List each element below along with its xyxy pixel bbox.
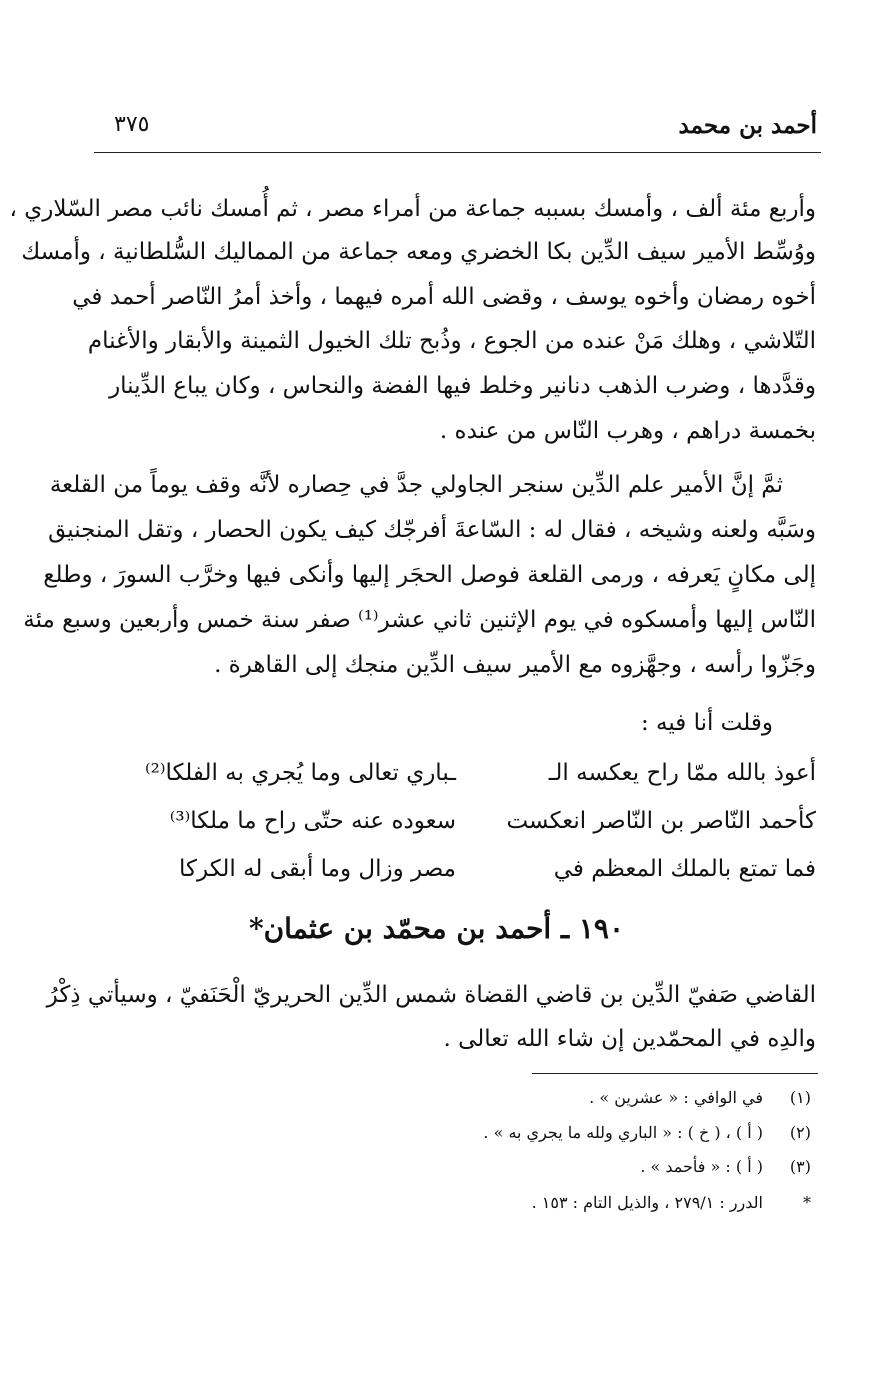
footnote-3	[391, 1155, 811, 1179]
footnote-source-text: الدرر : ٢٧٩/١ ، والذيل التام : ١٥٣ .	[531, 1193, 763, 1212]
header-rule	[94, 152, 821, 153]
poem-verse-3	[96, 856, 816, 896]
poem-intro: وقلت أنا فيه :	[640, 710, 773, 736]
verse-2-first-hemistich: كأحمد النّاصر بن النّاصر انعكست	[506, 808, 816, 834]
para2-line-1: ثمَّ إنَّ الأمير علم الدِّين سنجر الجاولي جدَّ في حِصاره لأنَّه وقف يوماً من القلعة	[49, 472, 783, 498]
footnote-rule	[532, 1073, 818, 1074]
poem-verse-2	[96, 808, 816, 848]
para1-line-6: بخمسة دراهم ، وهرب النّاس من عنده .	[439, 418, 816, 444]
running-header	[94, 108, 817, 148]
footnote-1-text: في الوافي : « عشرين » .	[589, 1088, 763, 1107]
footnote-2-text: ( أ ) ، ( خ ) : « الباري ولله ما يجري به » .	[483, 1123, 763, 1142]
footnote-2-number: (٢)	[789, 1123, 811, 1142]
entry-line-2: والدِه في المحمّدين إن شاء الله تعالى .	[443, 1026, 816, 1052]
footnote-3-text: ( أ ) : « فأحمد » .	[640, 1157, 763, 1176]
poem-verse-1	[96, 760, 816, 800]
entry-line-1: القاضي صَفيّ الدِّين بن قاضي القضاة شمس الدِّين الحريريّ الْحَنَفيّ ، وسيأتي ذِكْرُ	[46, 982, 816, 1008]
para1-line-3: أخوه رمضان وأخوه يوسف ، وقضى الله أمره فيهما ، وأخذ أمرُ النّاصر أحمد في	[72, 284, 816, 310]
footnote-3-number: (٣)	[789, 1157, 811, 1176]
footnote-source	[391, 1191, 811, 1215]
footnote-source-mark: *	[803, 1193, 811, 1212]
page-number: ٣٧٥	[114, 112, 150, 137]
para2-line-3: إلى مكانٍ يَعرفه ، ورمى القلعة فوصل الحجَر إليها وأنكى فيها وخرَّب السورَ ، وطلع	[43, 562, 816, 588]
verse-2-second-hemistich: سعوده عنه حتّى راح ما ملكا⁽³⁾	[169, 808, 456, 834]
running-title: أحمد بن محمد	[678, 112, 817, 139]
verse-3-first-hemistich: فما تمتع بالملك المعظم في	[553, 856, 816, 882]
para1-line-4: التّلاشي ، وهلك مَنْ عنده من الجوع ، وذُبح تلك الخيول الثمينة والأبقار والأغنام	[87, 328, 816, 354]
para1-line-1: وأربع مئة ألف ، وأمسك بسببه جماعة من أمراء مصر ، ثم أُمسك نائب مصر السّلاري ،	[9, 196, 816, 222]
footnote-1	[391, 1086, 811, 1110]
verse-1-second-hemistich: ـباري تعالى وما يُجري به الفلكا⁽²⁾	[144, 760, 456, 786]
para1-line-2: ووُسِّط الأمير سيف الدِّين بكا الخضري ومعه جماعة من المماليك السُّلطانية ، وأمسك	[21, 239, 816, 265]
para1-line-5: وقدَّدها ، وضرب الذهب دنانير وخلط فيها الفضة والنحاس ، وكان يباع الدِّينار	[109, 373, 816, 399]
footnote-2	[391, 1121, 811, 1145]
para2-line-5: وجَزّوا رأسه ، وجهَّزوه مع الأمير سيف الدِّين منجك إلى القاهرة .	[214, 652, 816, 678]
entry-heading: ١٩٠ ـ أحمد بن محمّد بن عثمان*	[248, 912, 625, 945]
para2-line-4: النّاس إليها وأمسكوه في يوم الإثنين ثاني عشر⁽¹⁾ صفر سنة خمس وأربعين وسبع مئة	[23, 607, 816, 633]
para2-line-2: وسَبَّه ولعنه وشيخه ، فقال له : السّاعةَ أفرجّك كيف يكون الحصار ، وتقل المنجنيق	[48, 517, 816, 543]
verse-3-second-hemistich: مصر وزال وما أبقى له الكركا	[179, 856, 456, 882]
footnote-1-number: (١)	[789, 1088, 811, 1107]
verse-1-first-hemistich: أعوذ بالله ممّا راح يعكسه الـ	[548, 760, 816, 786]
